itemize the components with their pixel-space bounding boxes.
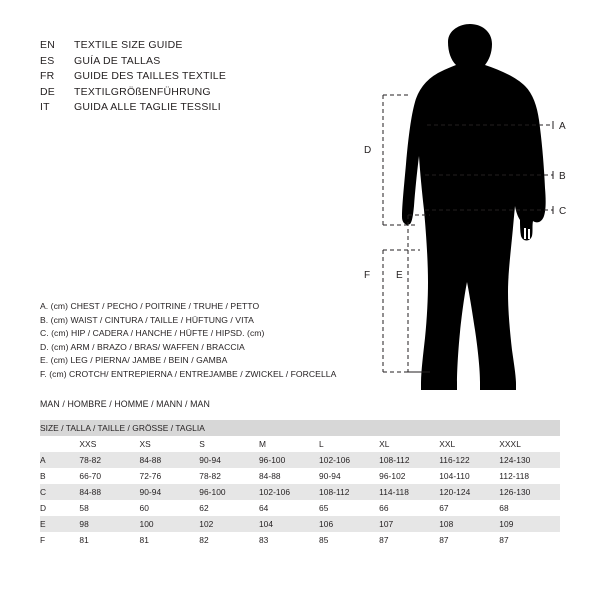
col-head-xxxl: XXXL	[499, 439, 521, 449]
title-lang-en: EN	[40, 39, 55, 51]
cell-c-xxs: 84-88	[79, 487, 102, 497]
cell-c-l: 108-112	[319, 487, 350, 497]
cell-a-xxl: 116-122	[439, 455, 470, 465]
cell-d-m: 64	[258, 503, 269, 513]
row-label-d: D	[40, 503, 47, 513]
label-e: E	[396, 270, 403, 281]
title-row-en	[40, 38, 340, 54]
cell-e-xxl: 108	[439, 519, 454, 529]
label-b: B	[559, 171, 566, 182]
cell-b-xxxl: 112-118	[499, 471, 530, 481]
size-table-wrap	[40, 420, 560, 548]
title-text-es: GUÍA DE TALLAS	[74, 54, 161, 67]
table-row	[40, 500, 560, 516]
cell-e-m: 104	[258, 519, 274, 529]
cell-d-l: 65	[319, 503, 329, 513]
cell-f-xxl: 87	[439, 535, 449, 545]
male-silhouette-icon	[402, 24, 546, 390]
cell-b-xl: 96-102	[379, 471, 406, 481]
legend-item-f: F. (cm) CROTCH/ ENTREPIERNA / ENTREJAMBE / ZWICKEL / FORCELLA	[40, 368, 337, 379]
table-row	[40, 516, 560, 532]
gender-note: MAN / HOMBRE / HOMME / MANN / MAN	[40, 399, 210, 409]
label-c: C	[559, 206, 567, 217]
cell-a-l: 102-106	[319, 455, 351, 465]
col-head-xl: XL	[379, 439, 390, 449]
cell-d-xxxl: 68	[499, 503, 509, 513]
cell-b-s: 78-82	[199, 471, 221, 481]
label-f: F	[364, 270, 371, 281]
col-head-blank	[40, 436, 79, 452]
col-head-m: M	[258, 439, 266, 449]
cell-e-l: 106	[319, 519, 334, 529]
table-title-row	[40, 420, 560, 436]
table-row	[40, 532, 560, 548]
cell-e-xxs: 98	[79, 519, 89, 529]
title-text-de: TEXTILGRÖßENFÜHRUNG	[74, 85, 211, 98]
legend-item-e: E. (cm) LEG / PIERNA/ JAMBE / BEIN / GAMBA	[40, 355, 228, 366]
cell-b-xs: 72-76	[139, 471, 162, 481]
col-head-l: L	[319, 439, 324, 449]
table-title-cell: SIZE / TALLA / TAILLE / GRÖSSE / TAGLIA	[40, 423, 205, 433]
cell-c-m: 102-106	[258, 487, 291, 497]
cell-b-m: 84-88	[258, 471, 281, 481]
cell-d-xs: 60	[139, 503, 149, 513]
table-row	[40, 468, 560, 484]
legend-item-a: A. (cm) CHEST / PECHO / POITRINE / TRUHE / PETTO	[40, 301, 260, 311]
row-label-b: B	[40, 471, 46, 481]
table-header-row	[40, 436, 560, 452]
cell-a-xs: 84-88	[139, 455, 162, 465]
row-label-c: C	[40, 487, 47, 497]
title-lang-es: ES	[40, 54, 55, 67]
cell-a-s: 90-94	[199, 455, 221, 465]
title-row-de	[40, 85, 340, 101]
legend-item-b: B. (cm) WAIST / CINTURA / TAILLE / HÜFTUNG / VITA	[40, 314, 254, 325]
cell-d-xl: 66	[379, 503, 389, 513]
cell-b-xxs: 66-70	[79, 471, 102, 481]
table-row	[40, 484, 560, 500]
cell-f-xl: 87	[379, 535, 389, 545]
cell-f-l: 85	[319, 535, 329, 545]
cell-d-xxs: 58	[79, 503, 89, 513]
cell-b-l: 90-94	[319, 471, 341, 481]
cell-a-xl: 108-112	[379, 455, 410, 465]
cell-d-xxl: 67	[439, 503, 449, 513]
label-d: D	[364, 145, 372, 156]
col-head-xxl: XXL	[439, 439, 456, 449]
cell-c-s: 96-100	[199, 487, 226, 497]
cell-d-s: 62	[199, 503, 209, 513]
table-row	[40, 452, 560, 468]
cell-a-xxs: 78-82	[79, 455, 102, 465]
title-row-fr	[40, 69, 340, 85]
label-a: A	[559, 121, 566, 132]
cell-e-xs: 100	[139, 519, 154, 529]
col-head-xxs: XXS	[79, 439, 97, 449]
legend-item-d: D. (cm) ARM / BRAZO / BRAS/ WAFFEN / BRACCIA	[40, 341, 245, 352]
cell-c-xs: 90-94	[139, 487, 162, 497]
body-figure-diagram	[320, 20, 590, 400]
cell-f-xs: 81	[139, 535, 149, 545]
row-label-e: E	[40, 519, 46, 529]
row-label-a: A	[40, 455, 46, 465]
col-head-s: S	[199, 439, 205, 449]
cell-f-xxxl: 87	[499, 535, 509, 545]
col-head-xs: XS	[139, 439, 151, 449]
title-text-it: GUIDA ALLE TAGLIE TESSILI	[74, 101, 221, 113]
cell-c-xxxl: 126-130	[499, 487, 531, 497]
title-text-fr: GUIDE DES TAILLES TEXTILE	[74, 70, 227, 82]
title-lang-de: DE	[40, 85, 55, 98]
cell-b-xxl: 104-110	[439, 471, 470, 481]
row-label-f: F	[40, 535, 46, 545]
title-lang-fr: FR	[40, 70, 55, 82]
cell-a-xxxl: 124-130	[499, 455, 531, 465]
cell-c-xl: 114-118	[379, 487, 409, 497]
cell-a-m: 96-100	[258, 455, 286, 465]
cell-f-s: 82	[199, 535, 209, 545]
cell-c-xxl: 120-124	[439, 487, 471, 497]
legend-item-c: C. (cm) HIP / CADERA / HANCHE / HÜFTE / HIPSD. (cm)	[40, 328, 265, 339]
cell-f-m: 83	[258, 535, 269, 545]
title-text-en: TEXTILE SIZE GUIDE	[74, 39, 183, 51]
title-row-es	[40, 54, 340, 70]
title-row-it	[40, 100, 340, 116]
cell-e-s: 102	[199, 519, 214, 529]
cell-e-xl: 107	[379, 519, 394, 529]
size-table	[40, 420, 560, 548]
title-lang-it: IT	[40, 101, 50, 113]
cell-f-xxs: 81	[79, 535, 89, 545]
title-block	[40, 38, 340, 116]
cell-e-xxxl: 109	[499, 519, 514, 529]
